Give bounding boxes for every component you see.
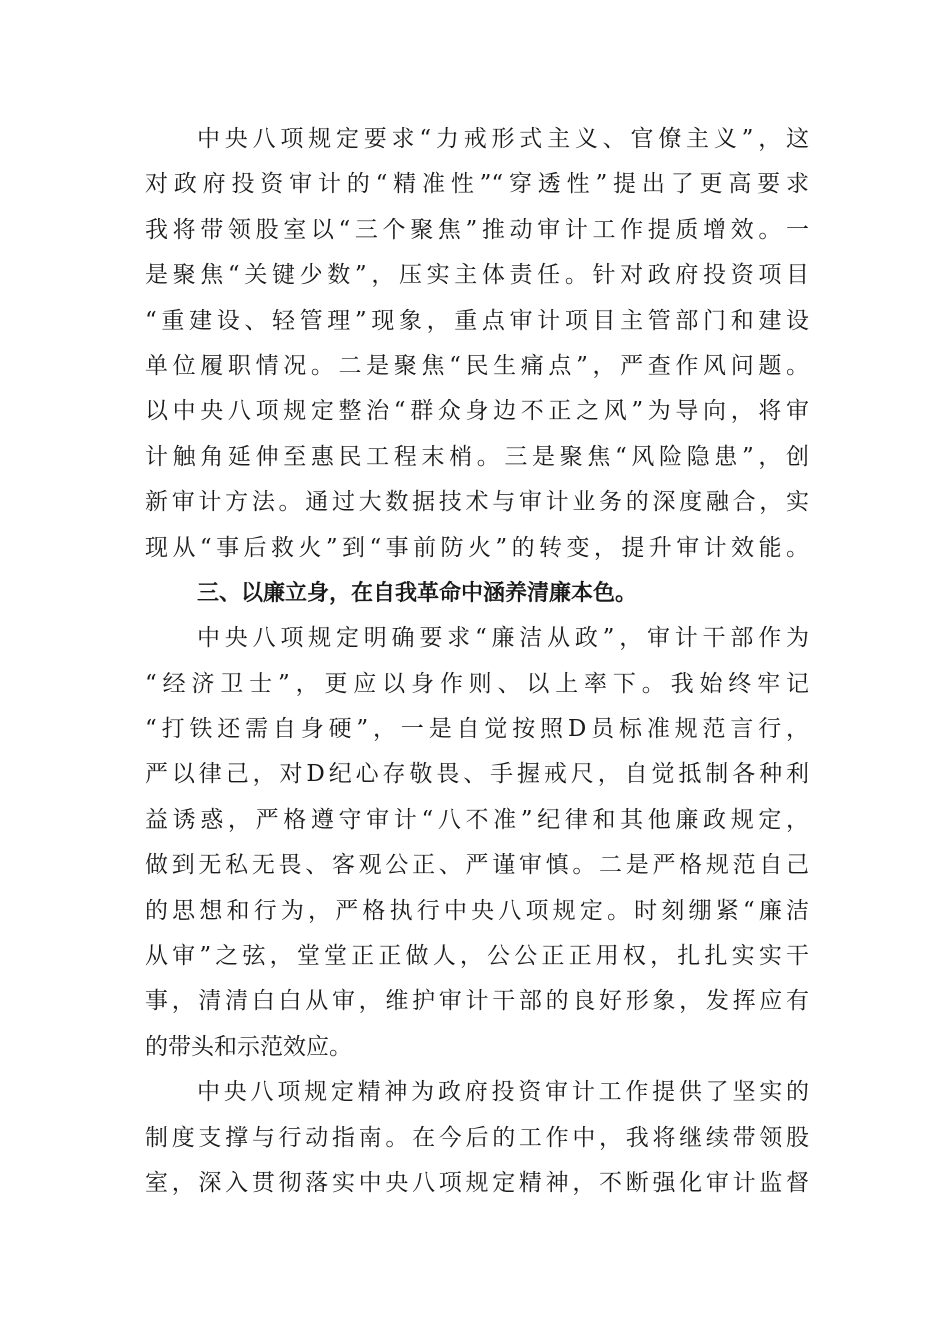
- text-line: 的思想和行为，严格执行中央八项规定。时刻绷紧“廉洁: [145, 897, 809, 924]
- text-line: 现从“事后救火”到“事前防火”的转变，提升审计效能。: [145, 534, 809, 561]
- paragraph-integrity: [145, 616, 809, 1070]
- paragraph-focus-priorities: [145, 117, 809, 571]
- text-line: 单位履职情况。二是聚焦“民生痛点”，严查作风问题。: [145, 352, 809, 379]
- text-line: “经济卫士”，更应以身作则、以上率下。我始终牢记: [145, 670, 809, 697]
- document-body: [145, 117, 809, 1206]
- text-line: 的带头和示范效应。: [145, 1033, 352, 1060]
- section-heading: [145, 571, 809, 616]
- text-line: 益诱惑，严格遵守审计“八不准”纪律和其他廉政规定，: [145, 806, 809, 833]
- text-line: 严以律己，对D纪心存敬畏、手握戒尺，自觉抵制各种利: [145, 761, 809, 788]
- text-line: 我将带领股室以“三个聚焦”推动审计工作提质增效。一: [145, 216, 809, 243]
- text-line: 对政府投资审计的“精准性”“穿透性”提出了更高要求: [145, 171, 809, 198]
- text-line: “重建设、轻管理”现象，重点审计项目主管部门和建设: [145, 307, 809, 334]
- text-line: 中央八项规定精神为政府投资审计工作提供了坚实的: [197, 1079, 809, 1106]
- paragraph-conclusion: [145, 1070, 809, 1206]
- text-line: 事，清清白白从审，维护审计干部的良好形象，发挥应有: [145, 988, 809, 1015]
- text-line: 计触角延伸至惠民工程末梢。三是聚焦“风险隐患”，创: [145, 443, 809, 470]
- text-line: 中央八项规定要求“力戒形式主义、官僚主义”，这: [197, 126, 809, 152]
- text-line: 制度支撑与行动指南。在今后的工作中，我将继续带领股: [145, 1124, 809, 1151]
- text-line: 从审”之弦，堂堂正正做人，公公正正用权，扎扎实实干: [145, 943, 809, 970]
- text-line: 室，深入贯彻落实中央八项规定精神，不断强化审计监督: [145, 1169, 809, 1196]
- text-line: “打铁还需自身硬”，一是自觉按照D员标准规范言行，: [145, 716, 809, 743]
- text-line: 以中央八项规定整治“群众身边不正之风”为导向，将审: [145, 398, 809, 425]
- text-line: 是聚焦“关键少数”，压实主体责任。针对政府投资项目: [145, 262, 809, 289]
- heading-text: 三、以廉立身，在自我革命中涵养清廉本色。: [197, 580, 638, 606]
- text-line: 新审计方法。通过大数据技术与审计业务的深度融合，实: [145, 489, 809, 516]
- text-line: 中央八项规定明确要求“廉洁从政”，审计干部作为: [197, 625, 809, 652]
- text-line: 做到无私无畏、客观公正、严谨审慎。二是严格规范自己: [145, 852, 809, 879]
